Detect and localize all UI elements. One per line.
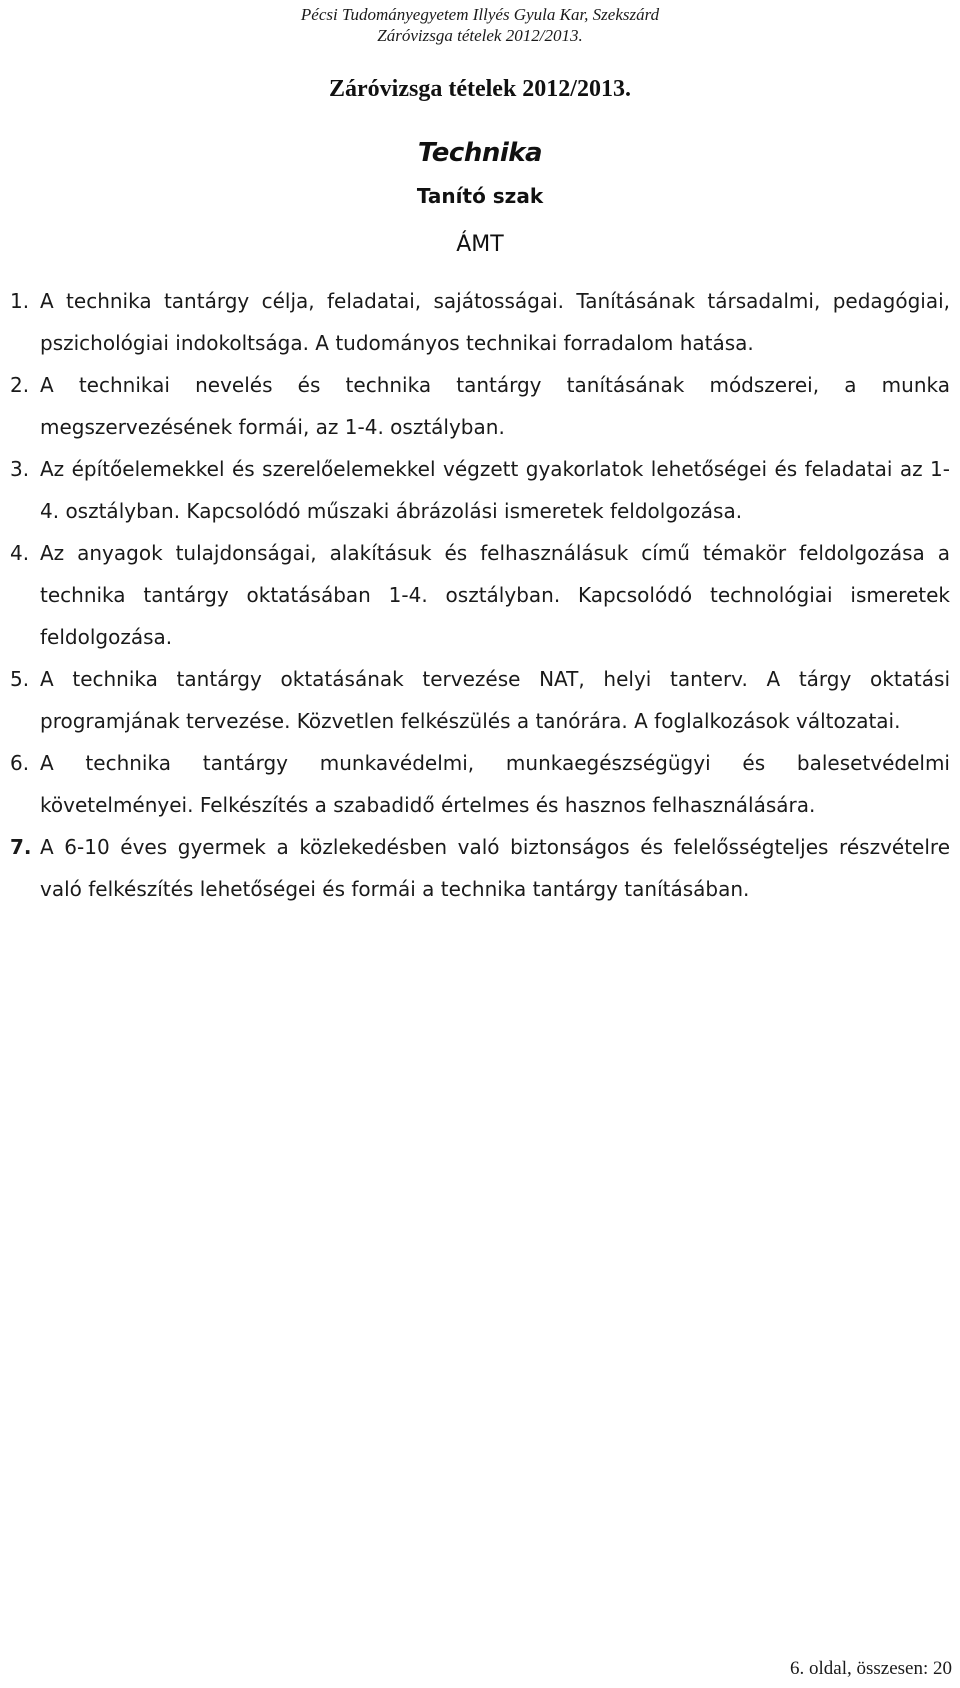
subject-title: Technika xyxy=(417,138,543,168)
topic-list xyxy=(10,280,950,910)
topic-text: A technika tantárgy oktatásának tervezése NAT, helyi tanterv. A tárgy oktatási programjának tervezése. Közvetlen felkészülés a tanórára. A foglalkozások változatai. xyxy=(40,667,950,733)
topic-text: A 6-10 éves gyermek a közlekedésben való biztonságos és felelősségteljes részvételre való felkészítés lehetőségei és formái a technika tantárgy tanításában. xyxy=(40,835,950,901)
topic-number: 1. xyxy=(10,289,30,313)
header-institution: Pécsi Tudományegyetem Illyés Gyula Kar, Szekszárd xyxy=(300,5,660,24)
track-label: ÁMT xyxy=(456,232,504,257)
topic-number: 5. xyxy=(10,667,30,691)
header-subtitle: Záróvizsga tételek 2012/2013. xyxy=(377,26,583,45)
topic-number: 6. xyxy=(10,751,30,775)
topic-number: 3. xyxy=(10,457,30,481)
document-title: Záróvizsga tételek 2012/2013. xyxy=(329,76,631,102)
topic-text: Az építőelemekkel és szerelőelemekkel végzett gyakorlatok lehetőségei és feladatai az 1-4. osztályban. Kapcsolódó műszaki ábrázolási ismeretek feldolgozása. xyxy=(40,457,950,523)
topic-item-2 xyxy=(10,364,950,448)
topic-item-7 xyxy=(10,826,950,910)
topic-number: 4. xyxy=(10,541,30,565)
topic-item-1 xyxy=(10,280,950,364)
topic-number: 2. xyxy=(10,373,30,397)
page-footer: 6. oldal, összesen: 20 xyxy=(789,1658,952,1679)
topic-text: A technika tantárgy munkavédelmi, munkaegészségügyi és balesetvédelmi követelményei. Felkészítés a szabadidő értelmes és hasznos felhasználására. xyxy=(40,751,950,817)
topic-item-3 xyxy=(10,448,950,532)
major-title: Tanító szak xyxy=(416,184,544,208)
topic-text: A technikai nevelés és technika tantárgy tanításának módszerei, a munka megszervezésének formái, az 1-4. osztályban. xyxy=(40,373,950,439)
topic-item-6 xyxy=(10,742,950,826)
topic-text: Az anyagok tulajdonságai, alakításuk és felhasználásuk című témakör feldolgozása a technika tantárgy oktatásában 1-4. osztályban. Kapcsolódó technológiai ismeretek feldolgozása. xyxy=(40,541,950,649)
topic-item-4 xyxy=(10,532,950,658)
topic-text: A technika tantárgy célja, feladatai, sajátosságai. Tanításának társadalmi, pedagógiai, pszichológiai indokoltsága. A tudományos technikai forradalom hatása. xyxy=(40,289,950,355)
page-header xyxy=(0,4,960,46)
topic-number: 7. xyxy=(10,835,32,859)
topic-item-5 xyxy=(10,658,950,742)
